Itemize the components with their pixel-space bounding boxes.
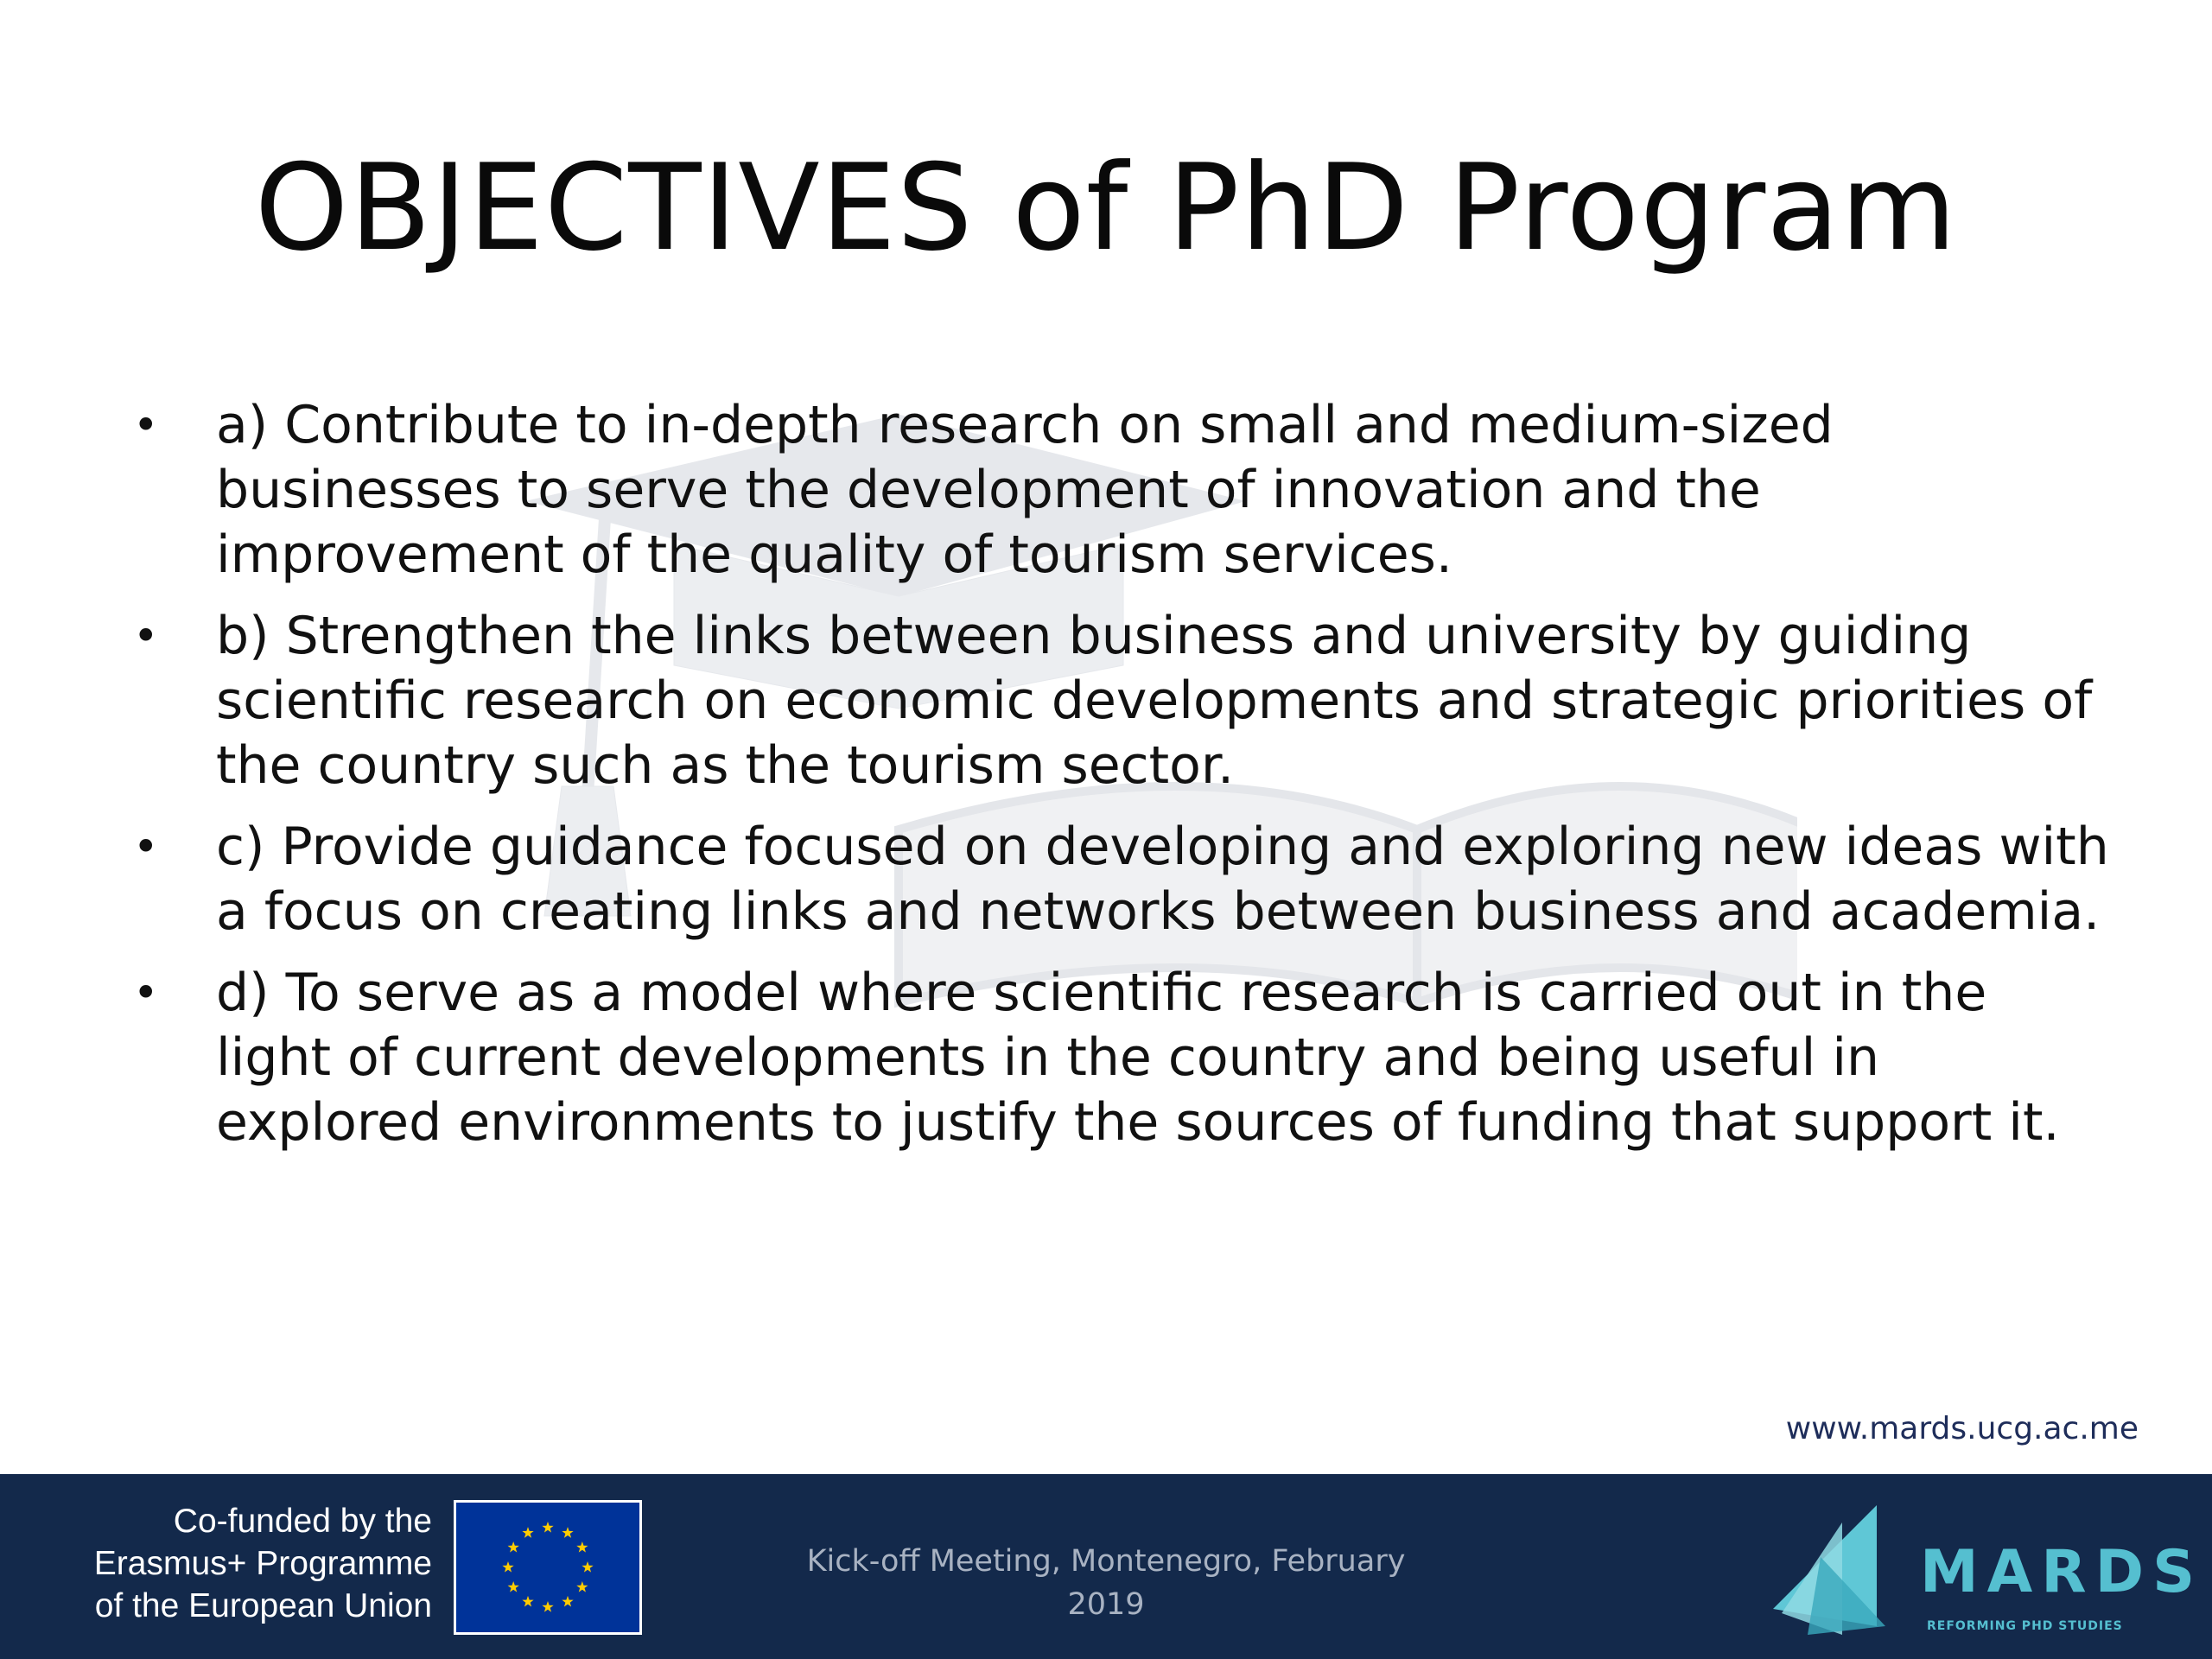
- list-item: [130, 961, 2117, 1155]
- eu-flag-icon: [454, 1500, 642, 1635]
- website-link[interactable]: www.mards.ucg.ac.me: [1785, 1411, 2139, 1446]
- meeting-line: Kick-off Meeting, Montenegro, February: [806, 1544, 1406, 1579]
- cofunded-text: [94, 1500, 432, 1627]
- meeting-line: 2019: [1067, 1587, 1145, 1622]
- cofunded-line: Co-funded by the: [173, 1503, 432, 1540]
- mards-logo-icon: [1773, 1505, 1885, 1635]
- slide-title: OBJECTIVES of PhD Program: [254, 138, 1958, 277]
- objective-c-text: c) Provide guidance focused on developing and exploring new ideas with a focus on creating links and networks between business and academia.: [216, 817, 2109, 942]
- bullet-icon: •: [133, 611, 159, 661]
- list-item: [130, 393, 2117, 588]
- mards-wordmark: MARDS: [1920, 1538, 2204, 1606]
- cofunded-line: Erasmus+ Programme: [93, 1545, 432, 1582]
- objective-d-text: d) To serve as a model where scientific research is carried out in the light of current developments in the country and being useful in explored environments to justify the sources of funding that support it.: [216, 963, 2060, 1153]
- cofunded-line: of the European Union: [94, 1587, 432, 1624]
- bullet-icon: •: [133, 400, 159, 450]
- meeting-caption: [760, 1540, 1452, 1626]
- objective-b-text: b) Strengthen the links between business and university by guiding scientific research on economic developments and strategic priorities of the country such as the tourism sector.: [216, 606, 2093, 796]
- objectives-list: [130, 393, 2117, 1172]
- bullet-icon: •: [133, 968, 159, 1018]
- bullet-icon: •: [133, 822, 159, 872]
- objective-a-text: a) Contribute to in-depth research on small and medium-sized businesses to serve the development of innovation and the improvement of the quality of tourism services.: [216, 395, 1834, 585]
- mards-tagline: REFORMING PHD STUDIES: [1927, 1619, 2123, 1633]
- list-item: [130, 815, 2117, 944]
- footer-bar: [0, 1474, 2212, 1659]
- list-item: [130, 604, 2117, 798]
